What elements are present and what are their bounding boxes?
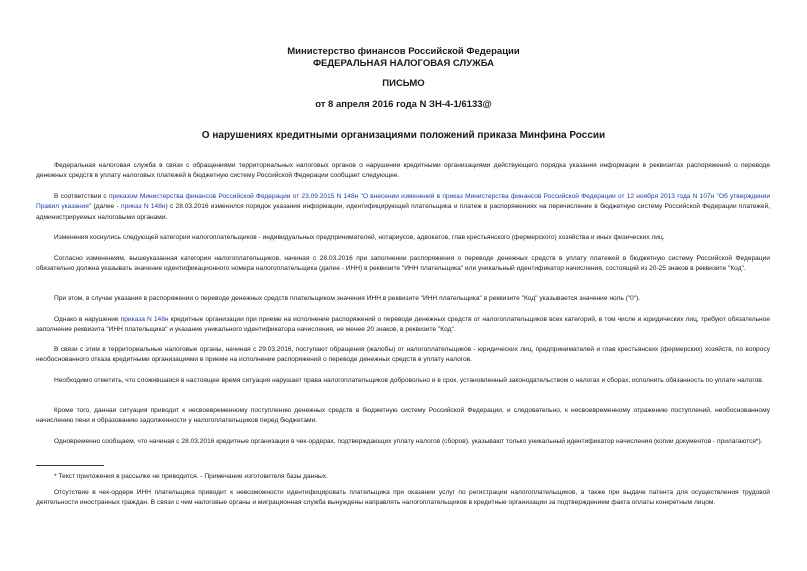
paragraph-2-text-c: ) с 28.03.2016 изменился порядок указания информации, идентифицирующей плательщика и платеж в распоряжениях на перечисление в бюджетную систему Российской Федерации платежей, администрируемых налоговыми органами. [36, 203, 770, 221]
paragraph-11: Отсутствие в чек-ордере ИНН плательщика приводит к невозможности идентифицировать плательщика при оказании услуг по регистрации налогоплательщиков, а также при выдаче патента для осуществления трудовой деятельности иностранных граждан. В связи с чем налоговые органы и миграционная служба вынуждены направлять налогоплательщиков в кредитные организации за подтверждением факта оплаты конкретным лицом. [36, 489, 770, 507]
paragraph-5: При этом, в случае указания в распоряжении о переводе денежных средств плательщиком значения ИНН в реквизите "ИНН плательщика" в реквизите "Код" указывается значение ноль ("0"). [54, 295, 641, 302]
footnote: * Текст приложения в рассылке не приводится. - Примечание изготовителя базы данных. [54, 473, 328, 480]
paragraph-2-text-a: В соответствии с [54, 193, 109, 200]
order-148n-link[interactable]: приказа N 148н [120, 316, 169, 323]
paragraph-6-text-a: Однако в нарушение [54, 316, 121, 323]
service-name: ФЕДЕРАЛЬНАЯ НАЛОГОВАЯ СЛУЖБА [312, 58, 495, 69]
order-148n-short-link[interactable]: приказ N 148н [121, 203, 166, 211]
ministry-name: Министерство финансов Российской Федерации [287, 46, 520, 57]
paragraph-2-text-b: (далее - [91, 203, 122, 211]
document-type: ПИСЬМО [382, 78, 425, 89]
document-subject: О нарушениях кредитными организациями положений приказа Минфина России [201, 130, 606, 141]
paragraph-10: Одновременно сообщаем, что начиная с 28.03.2016 кредитные организации в чек-ордерах, подтверждающих уплату налогов (сборов), указывают только уникальный идентификатор начисления (копии документов - прилагаются*). [54, 438, 763, 445]
paragraph-1: Федеральная налоговая служба в связи с обращениями территориальных налоговых органов о нарушении кредитными организациями действующего порядка указания информации в реквизитах распоряжений о переводе денежных средств в уплату налоговых платежей в бюджетную систему Российской Федерации сообщает следующее. [36, 162, 770, 180]
paragraph-2 [36, 192, 770, 223]
paragraph-6-text-b: кредитные организации при приеме на исполнение распоряжений о переводе денежных средств от налогоплательщиков всех категорий, в том числе и юридических лиц, требуют обязательное заполнение реквизита "ИНН плательщика" и указание уникального идентификатора начисления, не менее 20 знаков, в реквизите "Код". [36, 316, 770, 334]
order-148n-full-link[interactable]: приказом Министерства финансов Российской Федерации от 23.09.2015 N 148н "О внесении изменений в приказ Министерства финансов Российской Федерации от 12 ноября 2013 года N 107н "Об утверждении Правил указания" [36, 193, 770, 211]
paragraph-8: Необходимо отметить, что сложившаяся в настоящее время ситуация нарушает права налогоплательщиков добровольно и в срок, установленный законодательством о налогах и сборах, исполнить обязанность по уплате налогов. [54, 377, 764, 384]
paragraph-9: Кроме того, данная ситуация приводит к несвоевременному поступлению денежных средств в бюджетную систему Российской Федерации, и следовательно, к несвоевременному отражению поступлений, необоснованному начислению пени и образованию задолженности у налогоплательщиков перед бюджетами. [36, 407, 770, 425]
paragraph-6 [36, 315, 770, 336]
paragraph-3: Изменения коснулись следующей категории налогоплательщиков - индивидуальных предпринимателей, нотариусов, адвокатов, глав крестьянского (фермерского) хозяйства и иных физических лиц. [54, 234, 665, 241]
paragraph-7: В связи с этим в территориальные налоговые органы, начиная с 29.03.2016, поступают обращения (жалобы) от налогоплательщиков - юридических лиц, предпринимателей и глав крестьянских (фермерских) хозяйств, по вопросу необоснованного отказа кредитными организациями в приеме на исполнение распоряжений о переводе денежных средств в уплату налогов. [36, 346, 770, 364]
paragraph-4: Согласно изменениям, вышеуказанная категория налогоплательщиков, начиная с 28.03.2016 при заполнении распоряжения о переводе денежных средств в уплату платежей в бюджетную систему Российской Федерации обязательно должна указывать значение идентификационного номера налогоплательщика (далее - ИНН) в реквизите "ИНН плательщика" или уникальный идентификатор начисления, состоящий из 20-25 знаков в реквизите "Код". [36, 255, 770, 273]
footnote-divider [36, 465, 104, 466]
document-reference: от 8 апреля 2016 года N ЗН-4-1/6133@ [315, 99, 492, 110]
